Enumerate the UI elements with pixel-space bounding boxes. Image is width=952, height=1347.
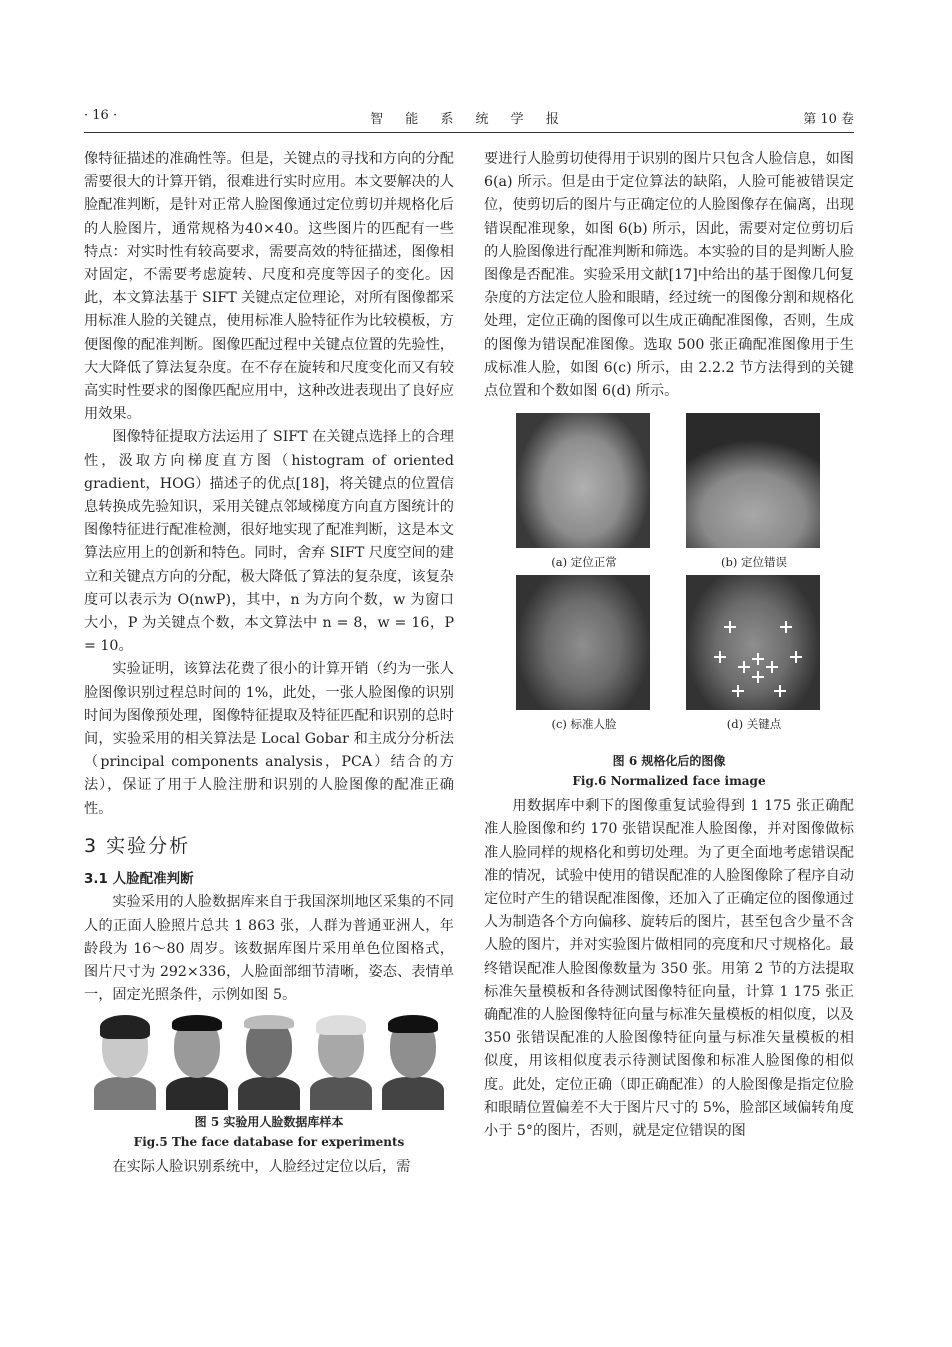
- keypoint-marker: [780, 621, 792, 633]
- keypoint-marker: [732, 685, 744, 697]
- subcaption-b: (b) 定位错误: [721, 555, 787, 570]
- subsection-heading: 3.1 人脸配准判断: [84, 871, 194, 888]
- face-photo: [310, 1015, 372, 1110]
- paragraph: 像特征描述的准确性等。但是，关键点的寻找和方向的分配需要很大的计算开销，很难进行实时应用。本文要解决的人脸配准判断，是针对正常人脸图像通过定位剪切并规格化后的人脸图片，通常规格为40×40。这些图片的匹配有一些特点：对实时性有较高要求，需要高效的特征描述，图像相对固定，不需要考虑旋转、尺度和亮度等因子的变化。因此，本文算法基于 SIFT 关键点定位理论，对所有图像都采用标准人脸的关键点，使用标准人脸特征作为比较模板，方便图像的配准判断。图像匹配过程中关键点位置的先验性，大大降低了算法复杂度。在不存在旋转和尺度变化而又有较高实时性要求的图像匹配应用中，这种改进表现出了良好应用效果。: [84, 151, 454, 423]
- paragraph: 在实际人脸识别系统中，人脸经过定位以后，需: [112, 1159, 411, 1176]
- standard-face-image: [516, 575, 650, 710]
- subcaption-c: (c) 标准人脸: [551, 717, 617, 732]
- face-photo: [94, 1015, 156, 1110]
- paragraph: 图像特征提取方法运用了 SIFT 在关键点选择上的合理性，汲取方向梯度直方图（histogram of oriented gradient，HOG）描述子的优点[18]，将关键点的位置信息转换成先验知识，采用关键点邻域梯度方向直方图统计的图像特征进行配准检测，很好地实现了配准判断，这是本文算法应用上的创新和特色。同时，舍弃 SIFT 尺度空间的建立和关键点方向的分配，极大降低了算法的复杂度，该复杂度可以表示为 O(nwP)，其中，n 为方向个数，w 为窗口大小，P 为关键点个数，本文算法中 n = 8，w = 16，P = 10。: [84, 429, 454, 655]
- keypoint-marker: [752, 671, 764, 683]
- section-heading: 3 实验分析: [84, 834, 191, 857]
- face-image-b: [686, 413, 820, 548]
- figure-5-caption: 图 5 实验用人脸数据库样本: [194, 1115, 344, 1130]
- figure-6: [484, 403, 854, 751]
- paragraph: 实验证明，该算法花费了很小的计算开销（约为一张人脸图像识别过程总时间的 1%，此处，一张人脸图像的识别时间为图像预处理，图像特征提取及特征匹配和识别的总时间，实验采用的相关算法是 Local Gobar 和主成分分析法（principal components analysis，PCA）结合的方法），保证了用于人脸注册和识别的人脸图像的配准正确性。: [84, 661, 454, 817]
- keypoint-marker: [774, 685, 786, 697]
- paragraph: 要进行人脸剪切使得用于识别的图片只包含人脸信息，如图 6(a) 所示。但是由于定位算法的缺陷，人脸可能被错误定位，使剪切后的图片与正确定位的人脸图像存在偏离，出现错误配准现象，如图 6(b) 所示，因此，需要对定位剪切后的人脸图像进行配准判断和筛选。本实验的目的是判断人脸图像是否配准。实验采用文献[17]中给出的基于图像几何复杂度的方法定位人脸和眼睛，经过统一的图像分割和规格化处理，定位正确的图像可以生成正确配准图像，否则，生成的图像为错误配准图像。选取 500 张正确配准图像用于生成标准人脸，如图 6(c) 所示，由 2.2.2 节方法得到的关键点位置和个数如图 6(d) 所示。: [484, 151, 854, 400]
- keypoint-face-image: [686, 575, 820, 710]
- subcaption-d: (d) 关键点: [726, 717, 782, 732]
- page-number: · 16 ·: [84, 108, 118, 123]
- figure-5-caption-en: Fig.5 The face database for experiments: [133, 1135, 405, 1150]
- paragraph: 用数据库中剩下的图像重复试验得到 1 175 张正确配准人脸图像和约 170 张错误配准人脸图像，并对图像做标准人脸同样的规格化和剪切处理。为了更全面地考虑错误配准的情况，试验中使用的错误配准的人脸图像除了程序自动定位时产生的错误配准图像，还加入了正确定位的图像通过人为制造各个方向偏移、旋转后的图片，甚至包含少量不含人脸的图片，并对实验图片做相同的亮度和尺寸规格化。最终错误配准人脸图像数量为 350 张。用第 2 节的方法提取标准矢量模板和各待测试图像特征向量，计算 1 175 张正确配准的人脸图像特征向量与标准矢量模板的相似度，以及 350 张错误配准的人脸图像特征向量与标准矢量模板的相似度，用该相似度表示待测试图像和标准人脸图像的相似度。此处，定位正确（即正确配准）的人脸图像是指定位脸和眼睛位置偏差不大于图片尺寸的 5%，脸部区域偏转角度小于 5°的图片，否则，就是定位错误的图: [484, 798, 854, 1140]
- face-image-a: [516, 413, 650, 548]
- face-photo: [382, 1015, 444, 1110]
- keypoint-marker: [738, 661, 750, 673]
- paragraph: 实验采用的人脸数据库来自于我国深圳地区采集的不同人的正面人脸照片总共 1 863 张，人群为普通亚洲人，年龄段为 16～80 周岁。该数据库图片采用单色位图格式，图片尺寸为 292×336，人脸面部细节清晰，姿态、表情单一，固定光照条件，示例如图 5。: [84, 894, 454, 1004]
- figure-6-caption-en: Fig.6 Normalized face image: [572, 774, 766, 789]
- figure-6-caption: 图 6 规格化后的图像: [612, 754, 726, 769]
- header-rule: [84, 132, 854, 133]
- keypoint-marker: [752, 653, 764, 665]
- keypoint-marker: [766, 661, 778, 673]
- volume-label: 第 10 卷: [803, 112, 854, 127]
- keypoint-marker: [714, 651, 726, 663]
- face-photo: [238, 1015, 300, 1110]
- running-header: [84, 108, 854, 128]
- figure-5-face-samples: [94, 1015, 444, 1110]
- subcaption-a: (a) 定位正常: [551, 555, 617, 570]
- journal-title: 智 能 系 统 学 报: [370, 112, 568, 127]
- left-column: [84, 148, 454, 1180]
- keypoint-marker: [790, 651, 802, 663]
- right-column: [484, 148, 854, 1143]
- face-photo: [166, 1015, 228, 1110]
- keypoint-marker: [724, 621, 736, 633]
